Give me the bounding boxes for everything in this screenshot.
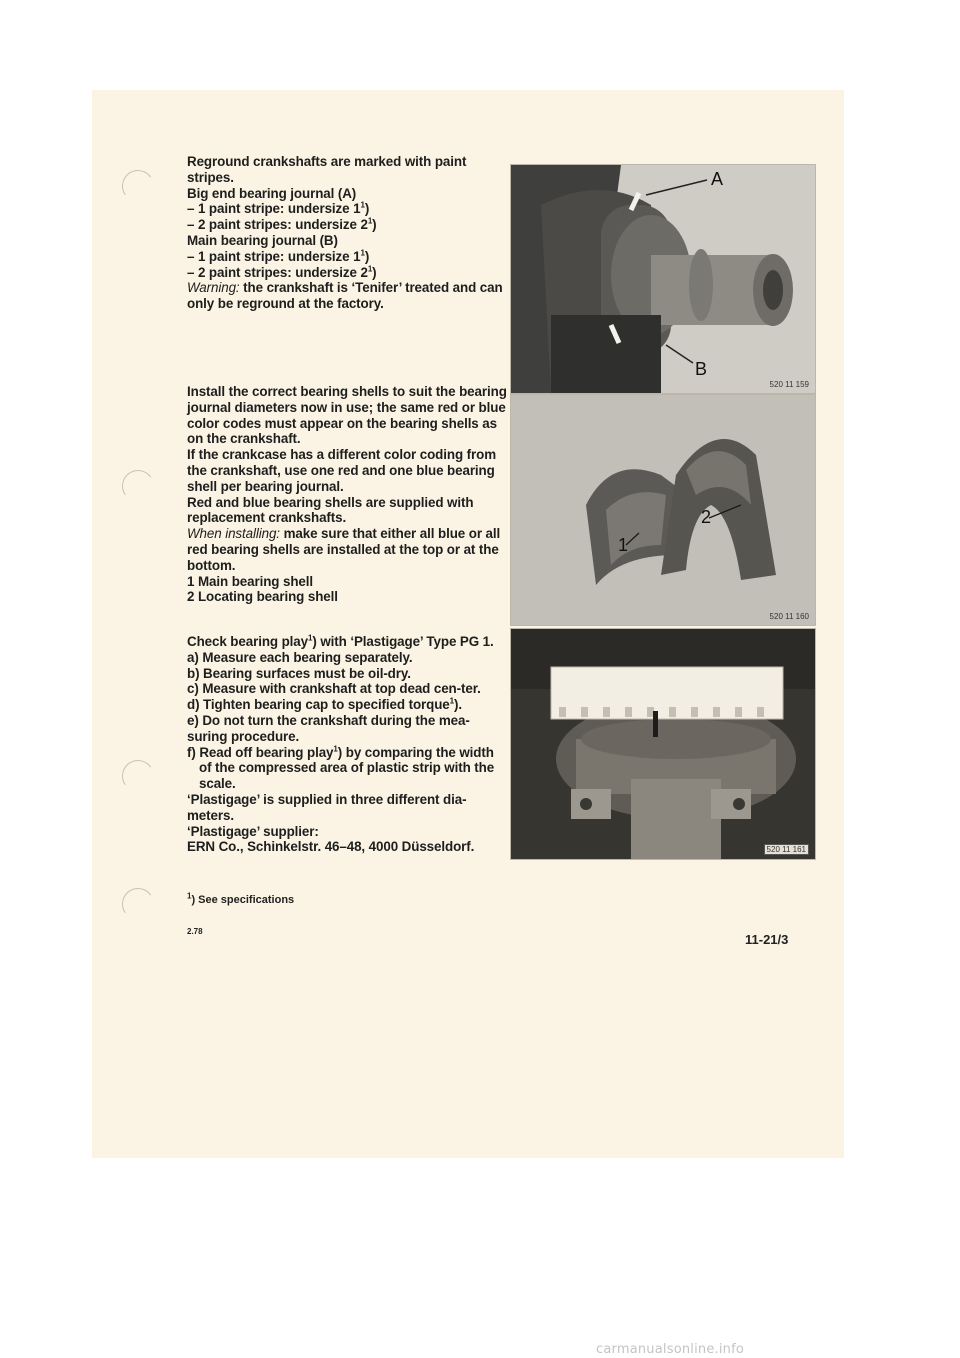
list-item: – 2 paint stripes: undersize $2^1$): [187, 216, 377, 233]
legend-item: 1 Main bearing shell: [187, 573, 313, 589]
paragraph: Main bearing journal (B): [187, 232, 338, 248]
paragraph: If the crankcase has a different color coding from the crankshaft, use one red and one blue bearing shell per bearing journal.: [187, 447, 497, 494]
photo-caption: 520 11 160: [769, 612, 809, 621]
paragraph: Red and blue bearing shells are supplied with replacement crankshafts.: [187, 494, 474, 526]
list-item: – 1 paint stripe: undersize $1^1$): [187, 200, 370, 217]
list-item: a) Measure each bearing separately.: [187, 649, 413, 665]
section-bearing-shells: [187, 384, 509, 605]
list-item: f) Read off bearing play$^1$) by comparing the width of the compressed area of plastic strip with the scale.: [187, 744, 495, 792]
plastigage-illustration: [511, 629, 815, 859]
list-item: d) Tighten bearing cap to specified torque$^1$).: [187, 696, 462, 713]
paragraph: ‘Plastigage’ is supplied in three different dia-meters.: [187, 791, 467, 823]
photo-label-a: A: [711, 169, 724, 189]
list-item: b) Bearing surfaces must be oil-dry.: [187, 665, 411, 681]
list-item: – 2 paint stripes: undersize $2^1$): [187, 264, 377, 280]
photo-caption: 520 11 161: [764, 844, 809, 855]
page-number: 11-21/3: [745, 932, 789, 947]
photo-caption: 520 11 159: [769, 380, 809, 389]
paragraph: Check bearing play$^1$) with ‘Plastigage’ Type PG 1.: [187, 633, 494, 649]
photo-bearing-shells: [510, 394, 816, 626]
installation-note: When installing: make sure that either all blue or all red bearing shells are installed at the top or at the bottom.: [187, 526, 501, 573]
paragraph: Reground crankshafts are marked with paint stripes.: [187, 154, 467, 185]
photo-plastigage-measurement: [510, 628, 816, 860]
list-item: c) Measure with crankshaft at top dead cen-ter.: [187, 681, 481, 697]
warning-note: Warning: the crankshaft is ‘Tenifer’ treated and can only be reground at the factory.: [187, 280, 503, 312]
footnote: $^1$) See specifications: [187, 891, 295, 906]
paragraph: ERN Co., Schinkelstr. 46–48, 4000 Düsseldorf.: [187, 839, 475, 855]
section-bearing-play: [187, 634, 509, 855]
list-item: e) Do not turn the crankshaft during the mea-suring procedure.: [187, 712, 470, 744]
paragraph: Install the correct bearing shells to suit the bearing journal diameters now in use; the same red or blue color codes must appear on the bearing shells as on the crankshaft.: [187, 384, 507, 447]
crankshaft-illustration: [511, 165, 815, 393]
paragraph: ‘Plastigage’ supplier:: [187, 823, 319, 839]
paragraph: Big end bearing journal (A): [187, 185, 357, 201]
watermark: carmanualsonline.info: [596, 1342, 745, 1357]
legend-item: 2 Locating bearing shell: [187, 589, 338, 605]
photo-label-b: B: [695, 359, 708, 379]
section-reground-crankshafts: [187, 154, 509, 312]
photo-crankshaft-paint-stripes: [510, 164, 816, 394]
photo-label-2: 2: [701, 507, 712, 527]
issue-date: 2.78: [187, 927, 203, 936]
photo-label-1: 1: [618, 535, 629, 555]
list-item: – 1 paint stripe: undersize $1^1$): [187, 248, 370, 264]
bearing-shells-illustration: [511, 395, 815, 625]
